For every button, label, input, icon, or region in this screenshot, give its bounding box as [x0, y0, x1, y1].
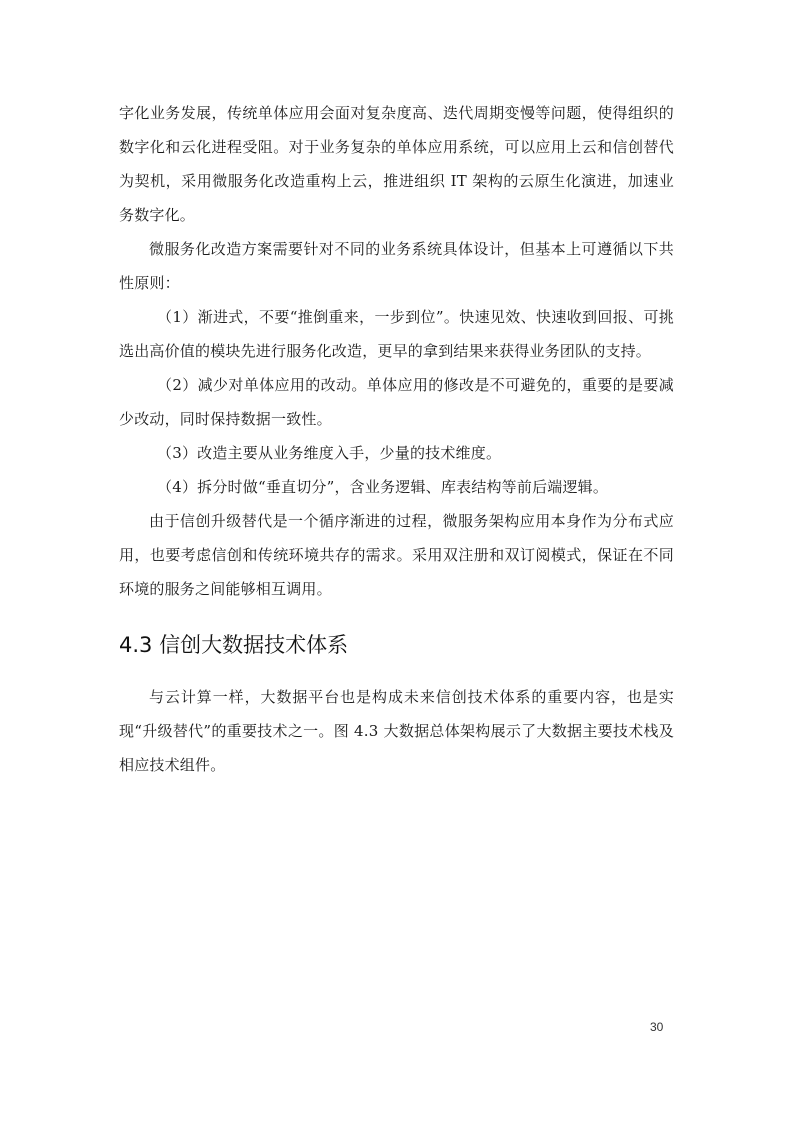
principle-item-4: （4）拆分时做“垂直切分”，含业务逻辑、库表结构等前后端逻辑。	[157, 478, 609, 496]
page-content	[119, 96, 674, 782]
principle-item-1: （1）渐进式，不要“推倒重来，一步到位”。快速见效、快速收到回报、可挑选出高价值的模块先进行服务化改造，更早的拿到结果来获得业务团队的支持。	[119, 308, 674, 360]
paragraph-section-intro: 与云计算一样，大数据平台也是构成未来信创技术体系的重要内容，也是实现“升级替代”的重要技术之一。图 4.3 大数据总体架构展示了大数据主要技术栈及相应技术组件。	[119, 688, 674, 774]
section-heading: 4.3 信创大数据技术体系	[119, 633, 349, 657]
principle-item-2: （2）减少对单体应用的改动。单体应用的修改是不可避免的，重要的是要减少改动，同时保持数据一致性。	[119, 376, 674, 428]
paragraph-coexist: 由于信创升级替代是一个循序渐进的过程，微服务架构应用本身作为分布式应用，也要考虑信创和传统环境共存的需求。采用双注册和双订阅模式，保证在不同环境的服务之间能够相互调用。	[119, 512, 674, 598]
paragraph-principles-intro: 微服务化改造方案需要针对不同的业务系统具体设计，但基本上可遵循以下共性原则：	[119, 240, 674, 292]
principle-item-3: （3）改造主要从业务维度入手，少量的技术维度。	[157, 444, 502, 462]
page-number: 30	[650, 1020, 664, 1034]
paragraph-continuation: 字化业务发展，传统单体应用会面对复杂度高、迭代周期变慢等问题，使得组织的数字化和云化进程受阻。对于业务复杂的单体应用系统，可以应用上云和信创替代为契机，采用微服务化改造重构上云，推进组织 IT 架构的云原生化演进，加速业务数字化。	[119, 104, 674, 224]
